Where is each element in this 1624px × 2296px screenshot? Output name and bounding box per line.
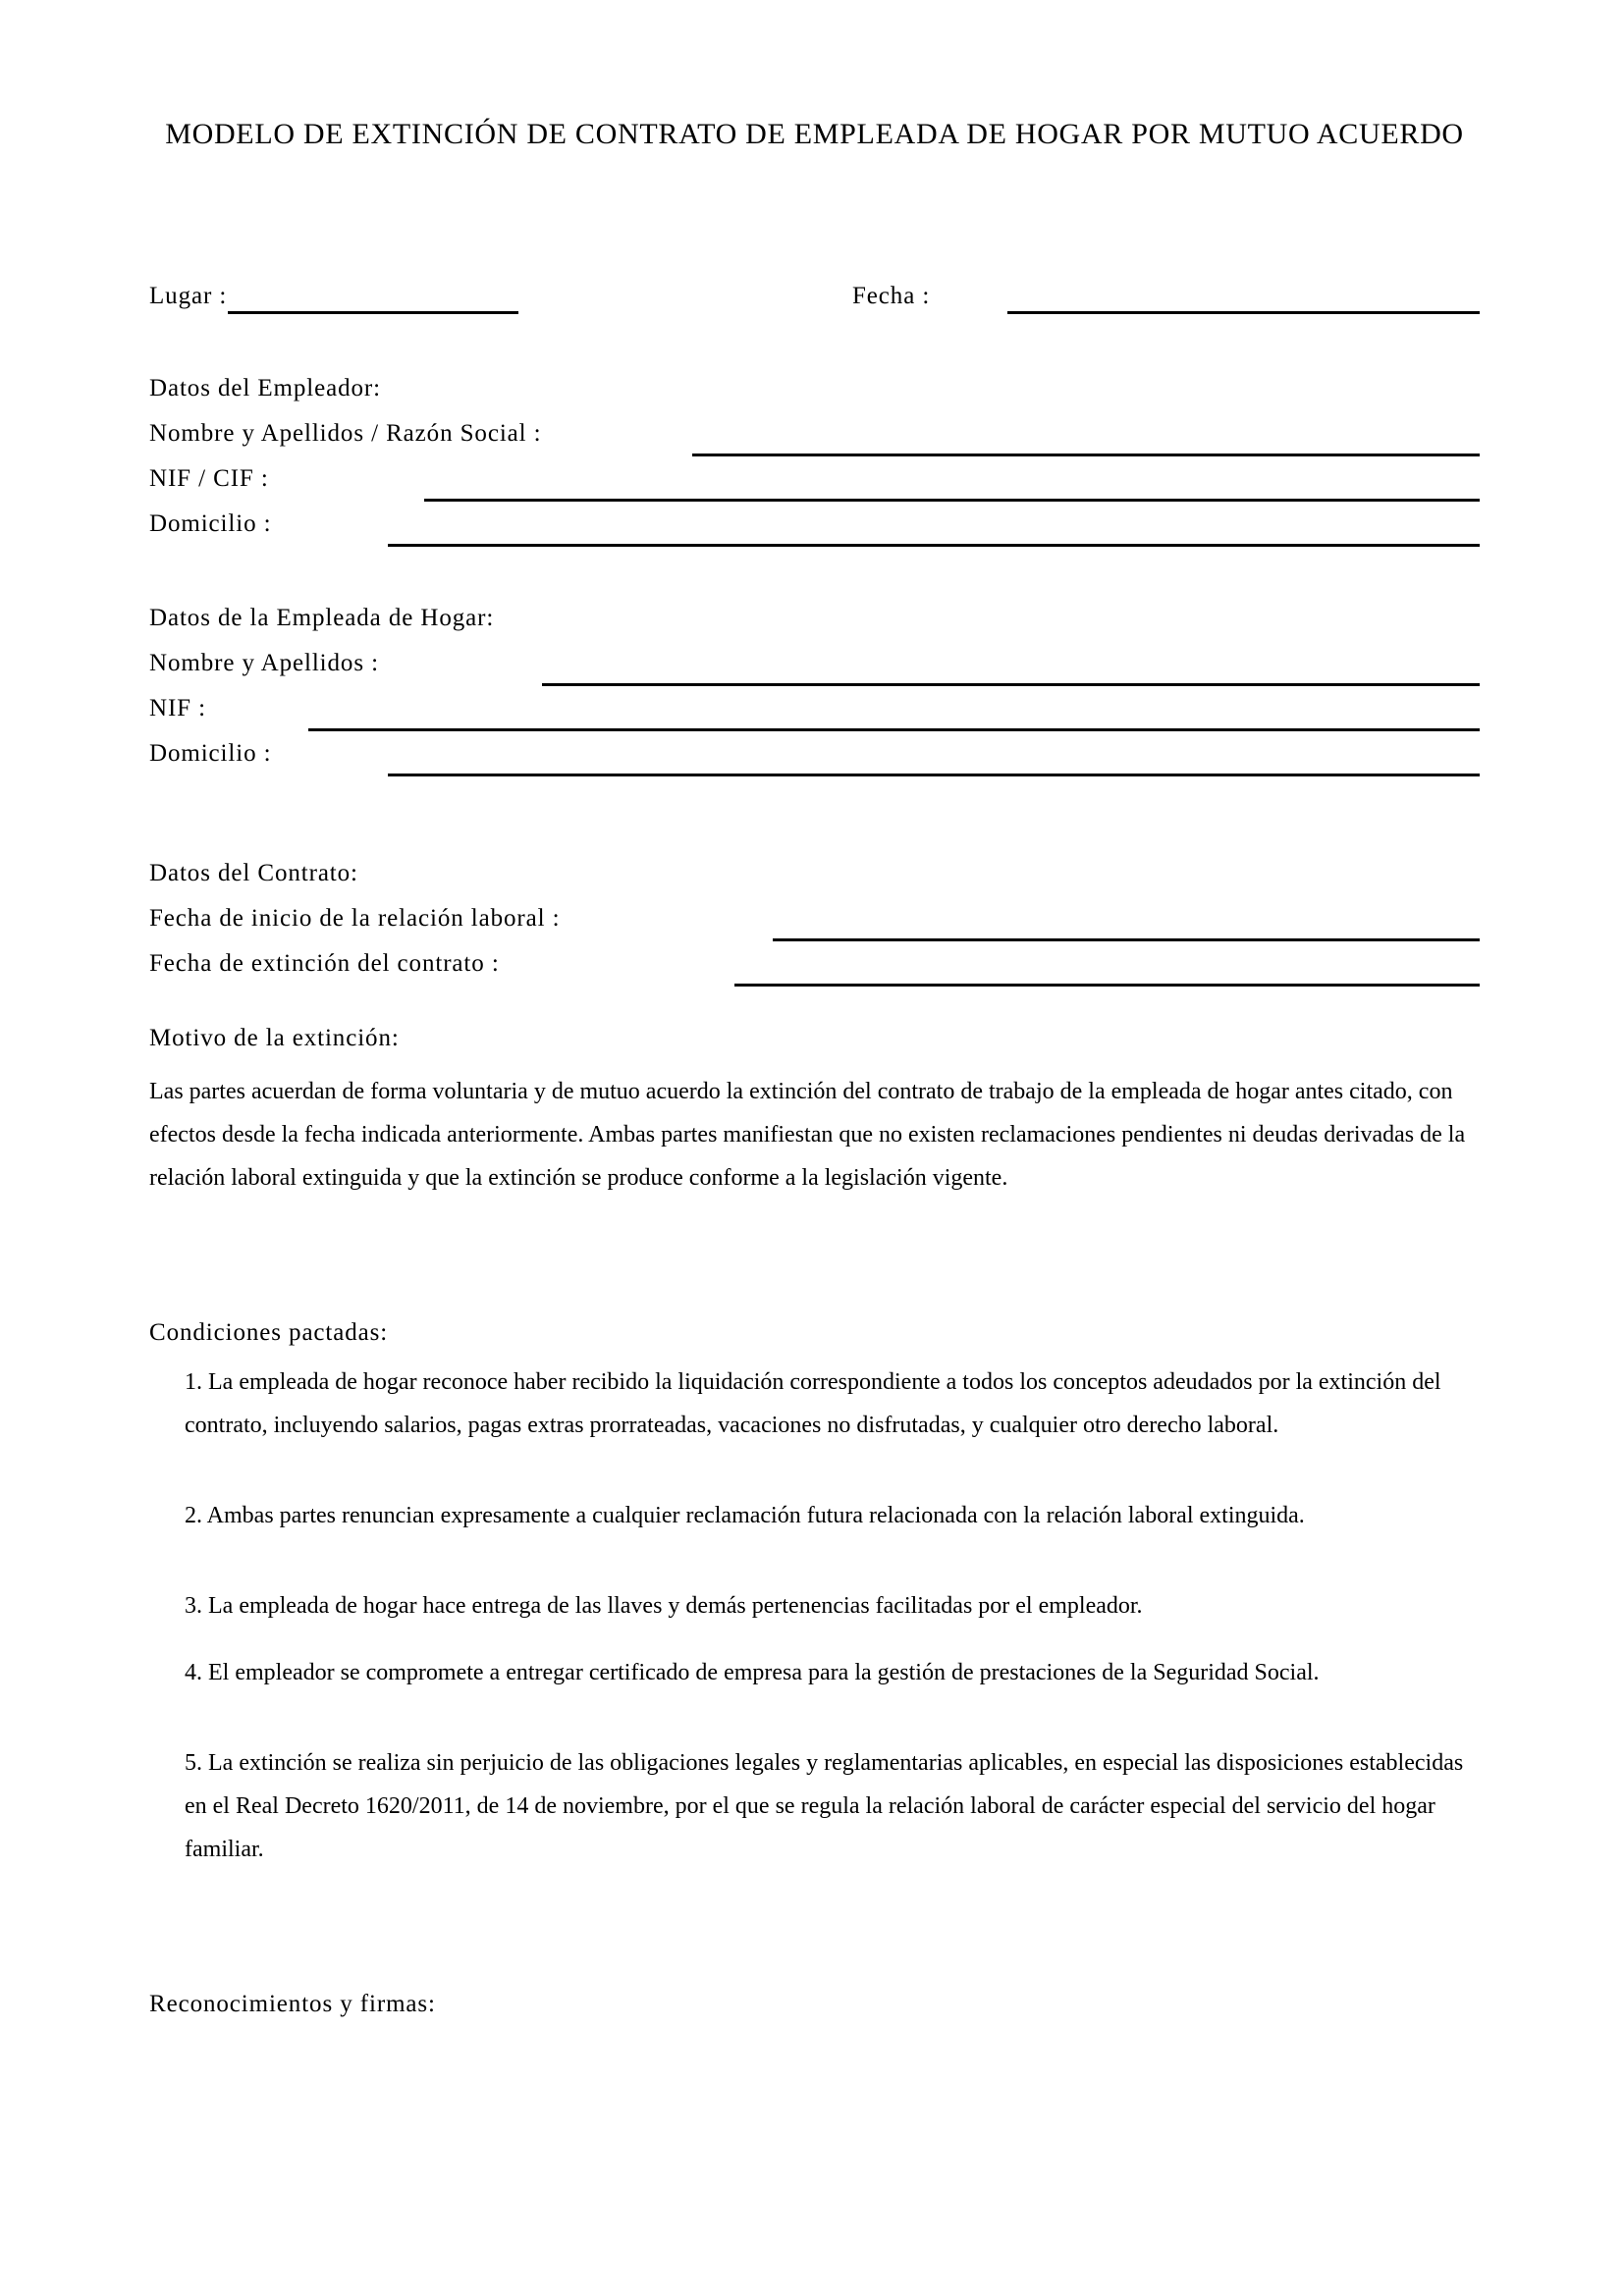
signatures-section-heading: Reconocimientos y firmas: xyxy=(149,1991,436,2017)
field-row-employer-name xyxy=(149,416,1480,455)
employer-nif-input-rule[interactable] xyxy=(424,499,1480,502)
contract-end-label: Fecha de extinción del contrato : xyxy=(149,950,500,977)
employee-nif-input-rule[interactable] xyxy=(308,728,1480,731)
reason-section-heading: Motivo de la extinción: xyxy=(149,1025,400,1051)
field-row-employer-address xyxy=(149,507,1480,546)
field-row-contract-start xyxy=(149,901,1480,940)
field-row-employee-address xyxy=(149,736,1480,775)
page-title: MODELO DE EXTINCIÓN DE CONTRATO DE EMPLEADA DE HOGAR POR MUTUO ACUERDO xyxy=(165,118,1464,150)
field-row-contract-end xyxy=(149,946,1480,986)
field-row-employer-nif xyxy=(149,461,1480,501)
contract-section-heading: Datos del Contrato: xyxy=(149,860,358,886)
field-row-fecha xyxy=(852,279,1481,318)
condition-item-1: 1. La empleada de hogar reconoce haber recibido la liquidación correspondiente a todos los conceptos adeudados por la extinción del contrato, incluyendo salarios, pagas extras prorrateadas, vacaciones no disfrutadas, y cualquier otro derecho laboral. xyxy=(185,1369,1441,1438)
contract-start-label: Fecha de inicio de la relación laboral : xyxy=(149,905,561,932)
lugar-input-rule[interactable] xyxy=(228,311,518,314)
employer-section-heading: Datos del Empleador: xyxy=(149,375,381,401)
conditions-section-heading: Condiciones pactadas: xyxy=(149,1319,389,1346)
reason-paragraph: Las partes acuerdan de forma voluntaria y de mutuo acuerdo la extinción del contrato de trabajo de la empleada de hogar antes citado, con efectos desde la fecha indicada anteriormente. Ambas partes manifiestan que no existen reclamaciones pendientes ni deudas derivadas de la relación laboral extinguida y que la extinción se produce conforme a la legislación vigente. xyxy=(149,1079,1466,1191)
fecha-input-rule[interactable] xyxy=(1007,311,1480,314)
fecha-label: Fecha : xyxy=(852,283,931,309)
condition-item-2: 2. Ambas partes renuncian expresamente a cualquier reclamación futura relacionada con la relación laboral extinguida. xyxy=(185,1503,1305,1528)
employee-nif-label: NIF : xyxy=(149,695,206,721)
field-row-lugar xyxy=(149,279,542,318)
employee-section-heading: Datos de la Empleada de Hogar: xyxy=(149,605,495,631)
contract-start-input-rule[interactable] xyxy=(773,938,1480,941)
employer-nif-label: NIF / CIF : xyxy=(149,465,269,492)
employee-address-input-rule[interactable] xyxy=(388,774,1480,776)
contract-end-input-rule[interactable] xyxy=(734,984,1480,987)
condition-item-4: 4. El empleador se compromete a entregar certificado de empresa para la gestión de prestaciones de la Seguridad Social. xyxy=(185,1660,1320,1685)
employer-address-label: Domicilio : xyxy=(149,510,272,537)
condition-item-5: 5. La extinción se realiza sin perjuicio de las obligaciones legales y reglamentarias aplicables, en especial las disposiciones establecidas en el Real Decreto 1620/2011, de 14 de noviembre, por el que se regula la relación laboral de carácter especial del servicio del hogar familiar. xyxy=(185,1750,1464,1862)
employee-name-label: Nombre y Apellidos : xyxy=(149,650,379,676)
employer-address-input-rule[interactable] xyxy=(388,544,1480,547)
field-row-employee-nif xyxy=(149,691,1480,730)
condition-item-3: 3. La empleada de hogar hace entrega de las llaves y demás pertenencias facilitadas por el empleador. xyxy=(185,1593,1143,1619)
employer-name-input-rule[interactable] xyxy=(692,454,1480,456)
employer-name-label: Nombre y Apellidos / Razón Social : xyxy=(149,420,542,447)
lugar-label: Lugar : xyxy=(149,283,228,309)
employee-name-input-rule[interactable] xyxy=(542,683,1480,686)
employee-address-label: Domicilio : xyxy=(149,740,272,767)
field-row-employee-name xyxy=(149,646,1480,685)
